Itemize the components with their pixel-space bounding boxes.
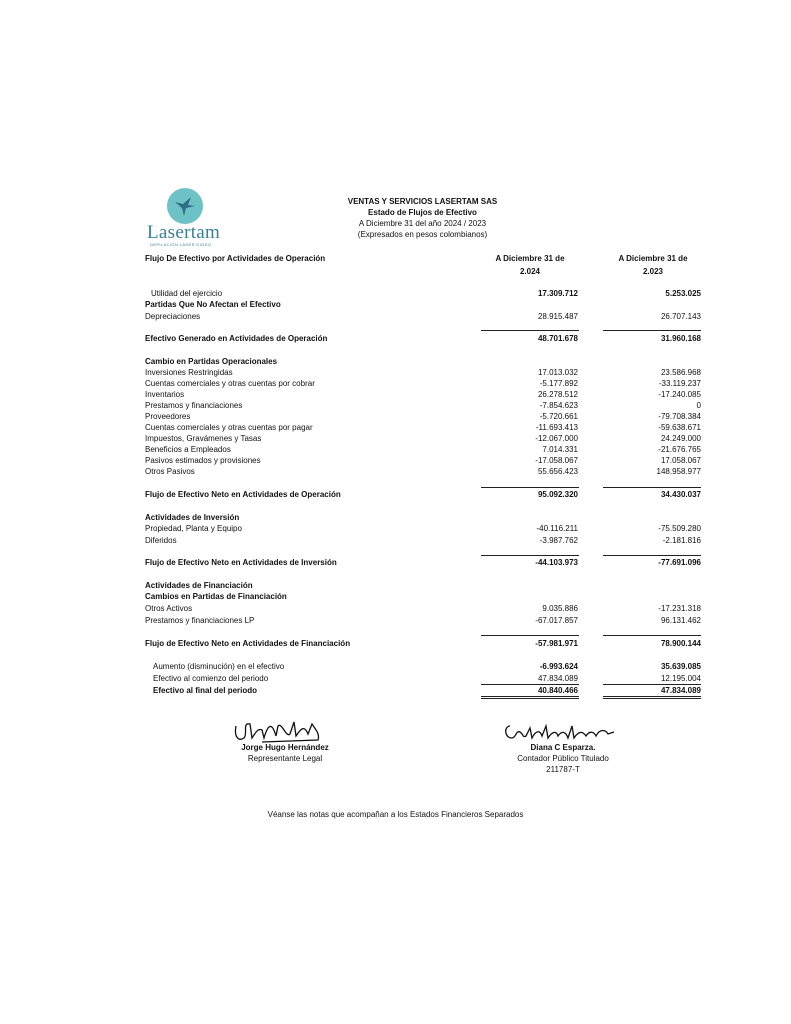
value-2023: 47.834.089 <box>660 686 701 695</box>
table-row <box>145 535 701 546</box>
value-2024: 28.915.487 <box>537 312 578 321</box>
value-2024: 95.092.320 <box>537 490 578 499</box>
value-2024: -57.981.971 <box>535 639 578 648</box>
signer-role-accountant: Contador Público Titulado <box>517 754 609 763</box>
value-2023: -17.240.085 <box>658 390 701 399</box>
table-row <box>145 466 701 477</box>
row-label: Flujo de Efectivo Neto en Actividades de Operación <box>145 490 341 499</box>
value-2024: 17.309.712 <box>537 289 578 298</box>
value-2023: 17.058.067 <box>660 456 701 465</box>
table-row <box>145 523 701 534</box>
row-label: Propiedad, Planta y Equipo <box>145 524 242 533</box>
row-label: Efectivo al comienzo del periodo <box>153 674 269 683</box>
row-label: Proveedores <box>145 412 191 421</box>
table-row <box>145 400 701 411</box>
table-row <box>145 288 701 299</box>
value-2023: 34.430.037 <box>660 490 701 499</box>
value-2023: 35.639.085 <box>660 662 701 671</box>
row-label: Beneficios a Empleados <box>145 445 231 454</box>
table-row <box>145 455 701 466</box>
column-header-2023 <box>603 252 703 278</box>
table-row <box>145 433 701 444</box>
table-row <box>145 444 701 455</box>
table-row <box>145 661 701 672</box>
value-2023: 148.958.977 <box>656 467 701 476</box>
value-2024: -6.993.624 <box>539 662 578 671</box>
column-header-2024-line1: A Diciembre 31 de <box>495 254 565 263</box>
row-label: Cuentas comerciales y otras cuentas por pagar <box>145 423 313 432</box>
table-row <box>145 411 701 422</box>
section-title: Flujo De Efectivo por Actividades de Operación <box>145 254 326 263</box>
table-row <box>145 422 701 433</box>
table-row <box>145 673 701 684</box>
row-label: Prestamos y financiaciones LP <box>145 616 255 625</box>
table-row <box>145 311 701 322</box>
value-2024: 40.840.466 <box>537 686 578 695</box>
row-label: Aumento (disminución) en el efectivo <box>153 662 285 671</box>
table-row <box>145 557 701 568</box>
company-name: VENTAS Y SERVICIOS LASERTAM SAS <box>347 197 498 206</box>
row-label: Inversiones Restringidas <box>145 368 233 377</box>
subtotal-rule <box>603 330 701 331</box>
hummingbird-icon <box>167 188 203 224</box>
value-2023: 78.900.144 <box>660 639 701 648</box>
value-2024: -11.693.413 <box>535 423 578 432</box>
value-2024: -40.116.211 <box>536 524 578 533</box>
subtotal-rule <box>481 555 579 556</box>
value-2023: -79.708.384 <box>658 412 701 421</box>
value-2023: 12.195.004 <box>660 674 701 683</box>
logo-wordmark: Lasertam <box>147 222 221 243</box>
row-label: Prestamos y financiaciones <box>145 401 243 410</box>
logo-subtitle: DEPILACIÓN LÁSER DIODO <box>150 242 212 247</box>
table-row <box>145 389 701 400</box>
table-row <box>145 603 701 614</box>
row-label: Pasivos estimados y provisiones <box>145 456 261 465</box>
footer-note: Véanse las notas que acompañan a los Estados Financieros Separados <box>267 810 524 819</box>
value-2023: 24.249.000 <box>660 434 701 443</box>
value-2024: 17.013.032 <box>537 368 578 377</box>
accountant-license-id: 211787-T <box>546 765 580 774</box>
value-2024: -3.987.762 <box>539 536 578 545</box>
signer-name-accountant: Diana C Esparza. <box>530 743 596 752</box>
value-2024: 7.014.331 <box>542 445 578 454</box>
logo-circle <box>167 188 203 224</box>
row-label: Flujo de Efectivo Neto en Actividades de Inversión <box>145 558 337 567</box>
value-2023: 96.131.462 <box>660 616 701 625</box>
value-2024: 55.656.423 <box>537 467 578 476</box>
value-2024: -17.058.067 <box>535 456 578 465</box>
signature-right <box>502 720 620 744</box>
row-label: Diferidos <box>145 536 177 545</box>
table-row <box>145 299 701 310</box>
subtotal-rule <box>481 487 579 488</box>
column-header-2024-line2: 2.024 <box>519 267 541 276</box>
report-period: A Diciembre 31 del año 2024 / 2023 <box>358 219 487 228</box>
subtotal-rule <box>481 635 579 636</box>
subtotal-rule <box>481 330 579 331</box>
row-label: Utilidad del ejercicio <box>151 289 223 298</box>
column-header-2024 <box>480 252 580 278</box>
row-label: Efectivo al final del periodo <box>153 686 258 695</box>
value-2023: -33.119.237 <box>658 379 701 388</box>
table-row <box>145 378 701 389</box>
table-row <box>145 512 701 523</box>
table-row <box>145 356 701 367</box>
value-2023: -2.181.816 <box>662 536 701 545</box>
value-2024: -12.067.000 <box>535 434 578 443</box>
total-double-rule <box>603 696 701 699</box>
value-2023: 26.707.143 <box>660 312 701 321</box>
table-row <box>145 580 701 591</box>
value-2023: -21.676.765 <box>658 445 701 454</box>
value-2023: 0 <box>696 401 701 410</box>
row-label: Cambio en Partidas Operacionales <box>145 357 278 366</box>
report-currency: (Expresados en pesos colombianos) <box>357 230 488 239</box>
table-row <box>145 615 701 626</box>
value-2024: -5.720.661 <box>539 412 578 421</box>
row-label: Inventarios <box>145 390 185 399</box>
value-2023: -59.638.671 <box>658 423 701 432</box>
row-label: Flujo de Efectivo Neto en Actividades de Financiación <box>145 639 351 648</box>
column-header-2023-line1: A Diciembre 31 de <box>618 254 688 263</box>
value-2023: 5.253.025 <box>665 289 701 298</box>
row-label: Efectivo Generado en Actividades de Operación <box>145 334 328 343</box>
row-label: Actividades de Inversión <box>145 513 240 522</box>
value-2024: 26.278.512 <box>537 390 578 399</box>
report-title: Estado de Flujos de Efectivo <box>368 208 477 217</box>
value-2023: 23.586.968 <box>660 368 701 377</box>
row-label: Actividades de Financiación <box>145 581 253 590</box>
value-2023: -75.509.280 <box>658 524 701 533</box>
value-2023: -77.691.096 <box>658 558 701 567</box>
row-label: Partidas Que No Afectan el Efectivo <box>145 300 281 309</box>
row-label: Cuentas comerciales y otras cuentas por cobrar <box>145 379 315 388</box>
value-2024: 47.834.089 <box>537 674 578 683</box>
value-2024: 48.701.678 <box>537 334 578 343</box>
row-label: Impuestos, Gravámenes y Tasas <box>145 434 262 443</box>
table-row <box>145 367 701 378</box>
table-row <box>145 489 701 500</box>
value-2024: -7.854.623 <box>539 401 578 410</box>
value-2023: -17.231.318 <box>658 604 701 613</box>
row-label: Depreciaciones <box>145 312 201 321</box>
total-double-rule <box>481 696 579 699</box>
value-2023: 31.960.168 <box>660 334 701 343</box>
column-header-2023-line2: 2.023 <box>642 267 664 276</box>
table-row <box>145 685 701 696</box>
signer-name-legal-rep: Jorge Hugo Hernández <box>241 743 329 752</box>
subtotal-rule <box>603 487 701 488</box>
signer-role-legal-rep: Representante Legal <box>247 754 323 763</box>
value-2024: 9.035.886 <box>542 604 578 613</box>
row-label: Otros Pasivos <box>145 467 195 476</box>
subtotal-rule <box>603 635 701 636</box>
value-2024: -5.177.892 <box>539 379 578 388</box>
table-row <box>145 333 701 344</box>
row-label: Cambios en Partidas de Financiación <box>145 592 287 601</box>
table-row <box>145 638 701 649</box>
value-2024: -44.103.973 <box>535 558 578 567</box>
row-label: Otros Activos <box>145 604 193 613</box>
value-2024: -67.017.857 <box>535 616 578 625</box>
subtotal-rule <box>603 555 701 556</box>
table-row <box>145 591 701 602</box>
